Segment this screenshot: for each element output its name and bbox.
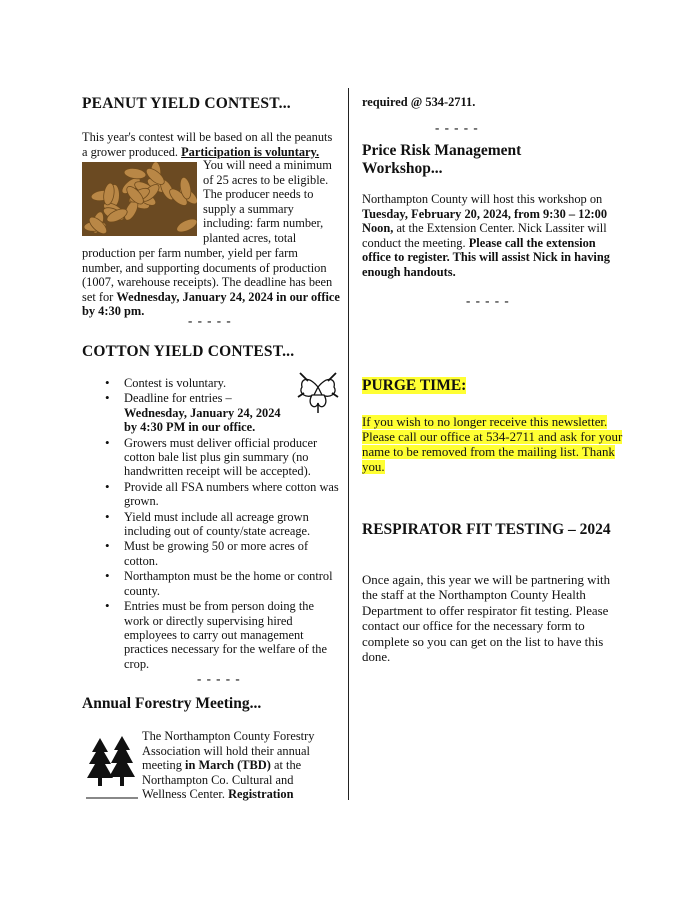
purge-text: If you wish to no longer receive this newsletter. Please call our office at 534-2711 and ask for your name to be removed from the mailing list. Thank you.	[362, 415, 623, 474]
forestry-title: Annual Forestry Meeting...	[82, 695, 262, 712]
cotton-rules-list	[100, 376, 340, 672]
list-item: • Northampton must be the home or control county.	[100, 569, 340, 598]
separator: - - - - -	[188, 313, 232, 328]
list-item: • Yield must include all acreage grown including out of county/state acreage.	[100, 510, 340, 539]
peanut-details: production per farm number, yield per farm number, and supporting documents of production (1007, warehouse receipts). The deadline has been set for Wednesday, January 24, 2024 in our office by 4:30 pm.	[82, 246, 340, 319]
respirator-text: Once again, this year we will be partnering with the staff at the Northampton County Health Department to offer respirator fit testing. Please contact our office for the necessary form to complete so you can get on the list to have this done.	[362, 573, 611, 665]
list-item: • Growers must deliver official producer cotton bale list plus gin summary (no handwritten receipt will be accepted).	[100, 436, 340, 479]
price-risk-text: Northampton County will host this workshop on Tuesday, February 20, 2024, from 9:30 – 12:00 Noon, at the Extension Center. Nick Lassiter will conduct the meeting. Please call the extension office to register. This will assist Nick in having enough handouts.	[362, 192, 610, 279]
respirator-title: RESPIRATOR FIT TESTING – 2024	[362, 521, 611, 538]
list-item: • Deadline for entries – Wednesday, January 24, 2024 by 4:30 PM in our office.	[100, 391, 340, 434]
peanut-voluntary: Participation is voluntary.	[181, 144, 320, 159]
peanut-deadline: Wednesday, January 24, 2024 in our office by 4:30 pm.	[82, 289, 340, 319]
column-divider	[348, 88, 349, 800]
list-item: • Entries must be from person doing the work or directly supervising hired employees to carry out management practices necessary for the welfare of the crop.	[100, 599, 340, 671]
cotton-title: COTTON YIELD CONTEST...	[82, 343, 295, 360]
list-item: • Must be growing 50 or more acres of cotton.	[100, 539, 340, 568]
price-risk-title: Price Risk Management Workshop...	[362, 142, 522, 177]
separator: - - - - -	[466, 293, 510, 308]
list-item: • Provide all FSA numbers where cotton was grown.	[100, 480, 340, 509]
registration-continuation: required @ 534-2711.	[362, 95, 476, 109]
pine-trees-icon	[86, 736, 138, 800]
peanuts-image	[82, 162, 197, 236]
forestry-text: The Northampton County Forestry Association will hold their annual meeting in March (TBD) at the Northampton Co. Cultural and Wellness Center. Registration	[142, 729, 315, 802]
purge-title: PURGE TIME:	[362, 377, 467, 394]
separator: - - - - -	[197, 671, 241, 686]
peanut-intro: This year's contest will be based on all the peanuts a grower produced. Participation is voluntary.	[82, 130, 333, 159]
peanut-title: PEANUT YIELD CONTEST...	[82, 95, 291, 112]
list-item: • Contest is voluntary.	[100, 376, 340, 390]
peanut-side-text: You will need a minimum of 25 acres to be eligible. The producer needs to supply a summary including: farm number, planted acres, total	[203, 158, 332, 245]
separator: - - - - -	[435, 120, 479, 135]
